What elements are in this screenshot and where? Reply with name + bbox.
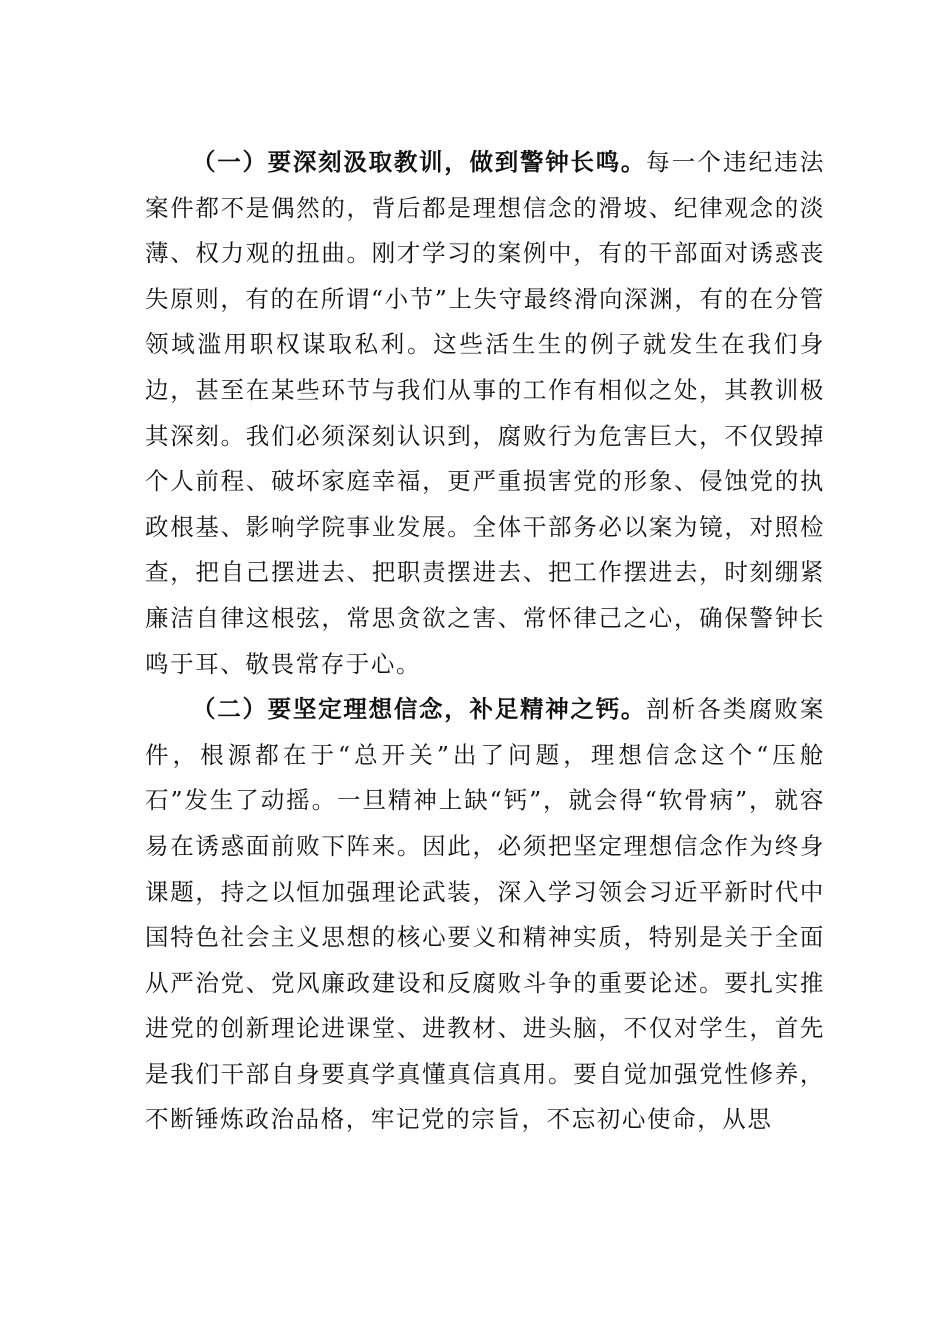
paragraph-2 <box>145 687 825 1143</box>
paragraph-2-body: 剖析各类腐败案件，根源都在于“总开关”出了问题，理想信念这个“压舱石”发生了动摇。一旦精神上缺“钙”，就会得“软骨病”，就容易在诱惑面前败下阵来。因此，必须把坚定理想信念作为终身课题，持之以恒加强理论武装，深入学习领会习近平新时代中国特色社会主义思想的核心要义和精神实质，特别是关于全面从严治党、党风廉政建设和反腐败斗争的重要论述。要扎实推进党的创新理论进课堂、进教材、进头脑，不仅对学生，首先是我们干部自身要真学真懂真信真用。要自觉加强党性修养，不断锤炼政治品格，牢记党的宗旨，不忘初心使命，从思 <box>145 695 825 1134</box>
paragraph-1-heading: （一）要深刻汲取教训，做到警钟长鸣。 <box>192 148 647 176</box>
paragraph-1 <box>145 140 825 687</box>
paragraph-2-heading: （二）要坚定理想信念，补足精神之钙。 <box>192 695 647 724</box>
document-body <box>145 140 825 1143</box>
paragraph-1-body: 每一个违纪违法案件都不是偶然的，背后都是理想信念的滑坡、纪律观念的淡薄、权力观的扭曲。刚才学习的案例中，有的干部面对诱惑丧失原则，有的在所谓“小节”上失守最终滑向深渊，有的在分管领域滥用职权谋取私利。这些活生生的例子就发生在我们身边，甚至在某些环节与我们从事的工作有相似之处，其教训极其深刻。我们必须深刻认识到，腐败行为危害巨大，不仅毁掉个人前程、破坏家庭幸福，更严重损害党的形象、侵蚀党的执政根基、影响学院事业发展。全体干部务必以案为镜，对照检查，把自己摆进去、把职责摆进去、把工作摆进去，时刻绷紧廉洁自律这根弦，常思贪欲之害、常怀律己之心，确保警钟长鸣于耳、敬畏常存于心。 <box>145 148 825 678</box>
